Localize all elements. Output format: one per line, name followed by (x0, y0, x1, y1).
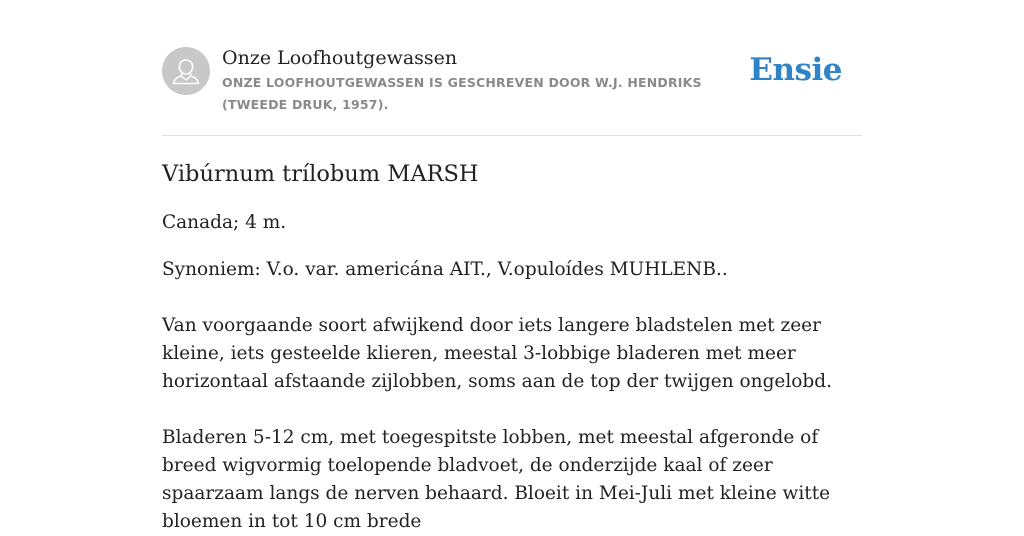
entry-title: Vibúrnum trílobum MARSH (162, 161, 479, 187)
publication-subtitle: ONZE LOOFHOUTGEWASSEN IS GESCHREVEN DOOR W.J. HENDRIKS (TWEEDE DRUK, 1957). (222, 75, 702, 112)
author-avatar[interactable] (162, 47, 210, 95)
entry-content (162, 158, 870, 536)
entry-paragraph: Canada; 4 m. (162, 212, 287, 233)
user-silhouette-icon (162, 47, 210, 95)
header-divider (162, 135, 862, 136)
publication-header (162, 46, 862, 116)
entry-paragraph: Bladeren 5-12 cm, met toegespitste lobben, met meestal afgeronde of breed wigvormig toelopende bladvoet, de onderzijde kaal of zeer spaarzaam langs de nerven behaard. Bloeit in Mei-Juli met kleine witte bloemen in tot 10 cm brede (162, 427, 831, 532)
ensie-logo[interactable]: Ensie (749, 52, 842, 88)
entry-paragraph: Van voorgaande soort afwijkend door iets langere bladstelen met zeer kleine, iets gesteelde klieren, meestal 3-lobbige bladeren met meer horizontaal afstaande zijlobben, soms aan de top der twijgen ongelobd. (162, 315, 832, 392)
publication-title[interactable]: Onze Loofhoutgewassen (222, 47, 458, 69)
entry-paragraph: Synoniem: V.o. var. americána AIT., V.opuloídes MUHLENB.. (162, 259, 728, 280)
